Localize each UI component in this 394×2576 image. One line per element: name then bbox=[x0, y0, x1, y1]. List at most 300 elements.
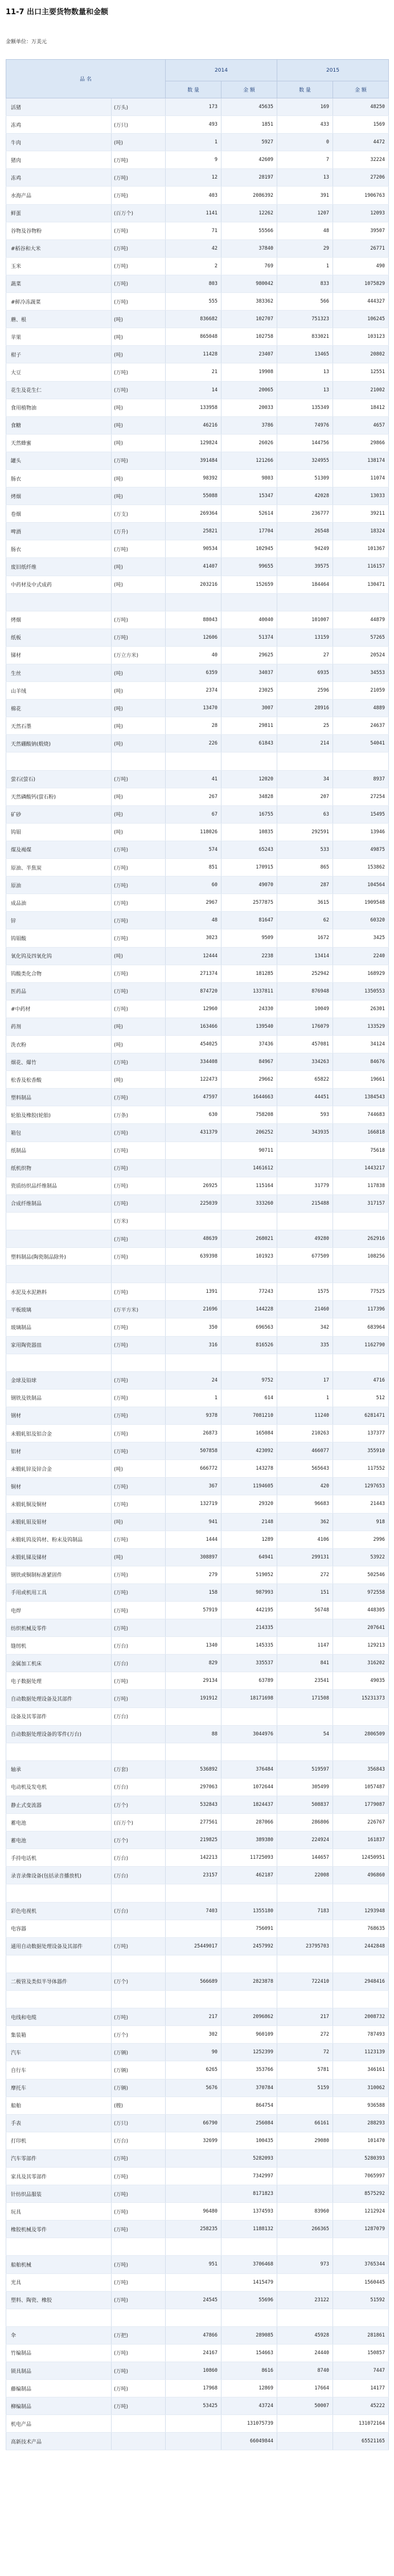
qty-2015-cell: 4106 bbox=[277, 1531, 333, 1548]
amt-2014-cell: 3007 bbox=[221, 700, 277, 717]
qty-2014-cell: 90534 bbox=[166, 540, 221, 558]
item-name-cell: 针纺织品服装 bbox=[6, 2185, 112, 2203]
qty-2014-cell: 403 bbox=[166, 187, 221, 204]
amt-2014-cell bbox=[221, 1955, 277, 1973]
unit-cell: (万吨) bbox=[112, 1937, 166, 1955]
table-row bbox=[6, 1460, 389, 1478]
amt-2015-cell: 153862 bbox=[333, 859, 389, 876]
item-name-cell: 氧化钨及四氧化钨 bbox=[6, 947, 112, 965]
qty-2015-cell: 135349 bbox=[277, 399, 333, 416]
amt-2014-cell: 18171698 bbox=[221, 1690, 277, 1707]
qty-2014-cell: 14 bbox=[166, 381, 221, 399]
amt-2015-cell: 131072164 bbox=[333, 2415, 389, 2433]
amt-2015-cell: 4716 bbox=[333, 1371, 389, 1389]
qty-2015-cell: 391 bbox=[277, 187, 333, 204]
item-name-cell: 塑料、陶瓷、橡胶 bbox=[6, 2291, 112, 2309]
table-row bbox=[6, 2415, 389, 2433]
unit-cell: (万吨) bbox=[112, 629, 166, 646]
qty-2014-cell: 6265 bbox=[166, 2061, 221, 2079]
qty-2014-cell: 118026 bbox=[166, 823, 221, 841]
item-name-cell: 纸制品 bbox=[6, 1142, 112, 1159]
qty-2014-cell bbox=[166, 1991, 221, 2008]
unit-cell: (万吨) bbox=[112, 965, 166, 982]
table-row bbox=[6, 646, 389, 664]
amt-2015-cell: 4657 bbox=[333, 416, 389, 434]
item-name-cell bbox=[6, 1743, 112, 1760]
qty-2015-cell bbox=[277, 752, 333, 770]
unit-cell: (万只) bbox=[112, 2114, 166, 2132]
amt-2014-cell: 17704 bbox=[221, 523, 277, 540]
qty-2015-cell: 324955 bbox=[277, 452, 333, 469]
qty-2014-cell bbox=[166, 2149, 221, 2167]
unit-cell bbox=[112, 1884, 166, 1902]
qty-2014-cell: 191912 bbox=[166, 1690, 221, 1707]
table-row bbox=[6, 1177, 389, 1194]
qty-2015-cell: 286806 bbox=[277, 1814, 333, 1831]
table-row bbox=[6, 1672, 389, 1690]
amt-2015-cell: 65521165 bbox=[333, 2433, 389, 2450]
amt-2015-cell: 12093 bbox=[333, 204, 389, 222]
item-name-cell: 蓄电池 bbox=[6, 1814, 112, 1831]
amt-2014-cell: 152659 bbox=[221, 576, 277, 593]
table-row bbox=[6, 363, 389, 381]
unit-cell: (万台) bbox=[112, 1867, 166, 1884]
amt-2014-cell: 23407 bbox=[221, 346, 277, 363]
table-row bbox=[6, 1548, 389, 1566]
qty-2015-cell: 63 bbox=[277, 805, 333, 823]
qty-2015-cell: 865 bbox=[277, 859, 333, 876]
amt-2015-cell: 1123139 bbox=[333, 2044, 389, 2061]
table-row bbox=[6, 859, 389, 876]
amt-2015-cell: 768635 bbox=[333, 1920, 389, 1937]
amt-2014-cell: 1824437 bbox=[221, 1796, 277, 1814]
qty-2014-cell: 1141 bbox=[166, 204, 221, 222]
qty-2014-cell: 96480 bbox=[166, 2203, 221, 2221]
qty-2015-cell: 466077 bbox=[277, 1442, 333, 1460]
amt-2014-cell: 980042 bbox=[221, 275, 277, 292]
unit-cell: (万头) bbox=[112, 98, 166, 116]
amt-2015-cell: 2996 bbox=[333, 1531, 389, 1548]
qty-2014-cell bbox=[166, 2273, 221, 2291]
qty-2015-cell: 184464 bbox=[277, 576, 333, 593]
qty-2015-cell: 272 bbox=[277, 1566, 333, 1583]
amt-2015-cell: 161837 bbox=[333, 1831, 389, 1849]
table-row bbox=[6, 717, 389, 735]
qty-2015-cell bbox=[277, 2309, 333, 2326]
table-row bbox=[6, 2309, 389, 2326]
qty-2014-cell: 32699 bbox=[166, 2132, 221, 2149]
amt-2015-cell: 502546 bbox=[333, 1566, 389, 1583]
amt-2014-cell: 181285 bbox=[221, 965, 277, 982]
amt-2014-cell: 81647 bbox=[221, 912, 277, 929]
unit-cell: (万吨) bbox=[112, 1619, 166, 1637]
unit-cell: (吨) bbox=[112, 1018, 166, 1035]
qty-2015-cell: 1147 bbox=[277, 1637, 333, 1655]
item-name-cell: 轮胎及橡胶(轮胎) bbox=[6, 1106, 112, 1124]
qty-2014-cell: 88043 bbox=[166, 611, 221, 629]
amt-2014-cell: 12262 bbox=[221, 204, 277, 222]
amt-2015-cell: 44879 bbox=[333, 611, 389, 629]
unit-cell: (万吨) bbox=[112, 1442, 166, 1460]
amt-2015-cell: 48250 bbox=[333, 98, 389, 116]
qty-2014-cell: 163466 bbox=[166, 1018, 221, 1035]
table-row bbox=[6, 2362, 389, 2380]
qty-2015-cell: 17664 bbox=[277, 2380, 333, 2397]
table-row bbox=[6, 947, 389, 965]
item-name-cell: 铝材 bbox=[6, 1442, 112, 1460]
unit-cell: (万吨) bbox=[112, 2185, 166, 2203]
unit-cell bbox=[112, 2309, 166, 2326]
item-name-cell: 玉米 bbox=[6, 257, 112, 275]
table-row bbox=[6, 1283, 389, 1301]
amt-2015-cell: 2948416 bbox=[333, 1973, 389, 1990]
qty-2014-cell: 46216 bbox=[166, 416, 221, 434]
amt-2015-cell: 1443217 bbox=[333, 1159, 389, 1177]
amt-2015-cell: 108256 bbox=[333, 1248, 389, 1266]
amt-2014-cell bbox=[221, 752, 277, 770]
item-name-cell: 手用或机用工具 bbox=[6, 1583, 112, 1601]
qty-2015-cell: 51309 bbox=[277, 469, 333, 487]
amt-2015-cell: 317157 bbox=[333, 1194, 389, 1212]
amt-2014-cell: 1188132 bbox=[221, 2221, 277, 2238]
qty-2015-cell: 17 bbox=[277, 1371, 333, 1389]
item-name-cell: 鲜蛋 bbox=[6, 204, 112, 222]
unit-cell: (吨) bbox=[112, 823, 166, 841]
amt-2015-cell: 4472 bbox=[333, 134, 389, 151]
amt-2014-cell: 9752 bbox=[221, 1371, 277, 1389]
qty-2014-cell: 1391 bbox=[166, 1283, 221, 1301]
item-name-cell: 食糖 bbox=[6, 416, 112, 434]
qty-2014-cell: 271374 bbox=[166, 965, 221, 982]
qty-2015-cell: 44451 bbox=[277, 1089, 333, 1106]
table-row bbox=[6, 2238, 389, 2256]
unit-cell: (万吨) bbox=[112, 151, 166, 169]
qty-2015-cell: 224924 bbox=[277, 1831, 333, 1849]
unit-cell: (万吨) bbox=[112, 859, 166, 876]
qty-2014-cell: 55088 bbox=[166, 487, 221, 505]
amt-2014-cell: 3706468 bbox=[221, 2256, 277, 2273]
amt-2014-cell: 614 bbox=[221, 1389, 277, 1407]
qty-2014-cell bbox=[166, 1743, 221, 1760]
qty-2015-cell: 13 bbox=[277, 169, 333, 187]
table-row bbox=[6, 1973, 389, 1990]
qty-2014-cell: 1340 bbox=[166, 1637, 221, 1655]
item-name-cell: 药剂 bbox=[6, 1018, 112, 1035]
table-row bbox=[6, 1318, 389, 1336]
table-row bbox=[6, 576, 389, 593]
unit-cell bbox=[112, 1725, 166, 1743]
qty-2014-cell: 88 bbox=[166, 1725, 221, 1743]
qty-2015-cell: 252942 bbox=[277, 965, 333, 982]
unit-cell: (万吨) bbox=[112, 2344, 166, 2362]
unit-cell: (吨) bbox=[112, 134, 166, 151]
amt-2014-cell: 256084 bbox=[221, 2114, 277, 2132]
item-name-cell bbox=[6, 1991, 112, 2008]
item-name-cell: 塑料制品(陶瓷制品除外) bbox=[6, 1248, 112, 1266]
qty-2015-cell: 83960 bbox=[277, 2203, 333, 2221]
amt-2014-cell: 756091 bbox=[221, 1920, 277, 1937]
amt-2014-cell: 12869 bbox=[221, 2380, 277, 2397]
qty-2014-cell: 851 bbox=[166, 859, 221, 876]
unit-cell: (万吨) bbox=[112, 912, 166, 929]
qty-2015-cell: 31779 bbox=[277, 1177, 333, 1194]
amt-2014-cell: 758208 bbox=[221, 1106, 277, 1124]
table-row bbox=[6, 1991, 389, 2008]
qty-2015-cell bbox=[277, 2167, 333, 2185]
amt-2015-cell bbox=[333, 1991, 389, 2008]
amt-2014-cell: 3786 bbox=[221, 416, 277, 434]
amt-2015-cell: 18412 bbox=[333, 399, 389, 416]
amt-2015-cell: 1384543 bbox=[333, 1089, 389, 1106]
amt-2014-cell: 389380 bbox=[221, 1831, 277, 1849]
amt-2014-cell: 7342997 bbox=[221, 2167, 277, 2185]
unit-cell bbox=[112, 1743, 166, 1760]
item-name-cell: 机电产品 bbox=[6, 2415, 112, 2433]
qty-2014-cell: 574 bbox=[166, 841, 221, 858]
item-name-cell: 猪肉 bbox=[6, 151, 112, 169]
amt-2015-cell: 346161 bbox=[333, 2061, 389, 2079]
amt-2015-cell bbox=[333, 1884, 389, 1902]
item-name-cell: 钨酸类化合物 bbox=[6, 965, 112, 982]
unit-cell: (万套) bbox=[112, 1760, 166, 1778]
amt-2015-cell: 1162790 bbox=[333, 1336, 389, 1354]
amt-header-2015: 金 额 bbox=[333, 81, 389, 98]
amt-2014-cell: 84967 bbox=[221, 1053, 277, 1071]
table-row bbox=[6, 1230, 389, 1248]
unit-cell: (吨) bbox=[112, 1513, 166, 1531]
qty-2015-cell: 751323 bbox=[277, 311, 333, 328]
table-row bbox=[6, 1796, 389, 1814]
amt-2015-cell: 2240 bbox=[333, 947, 389, 965]
qty-2014-cell: 258235 bbox=[166, 2221, 221, 2238]
qty-2014-cell: 836682 bbox=[166, 311, 221, 328]
table-row bbox=[6, 1867, 389, 1884]
table-row bbox=[6, 1690, 389, 1707]
qty-2014-cell bbox=[166, 2167, 221, 2185]
unit-cell: (万只) bbox=[112, 116, 166, 134]
item-name-cell: 锑材 bbox=[6, 646, 112, 664]
amt-2015-cell: 84676 bbox=[333, 1053, 389, 1071]
item-name-cell: 天然石墨 bbox=[6, 717, 112, 735]
qty-2015-cell: 287 bbox=[277, 876, 333, 894]
item-name-cell: 玩具 bbox=[6, 2203, 112, 2221]
unit-cell: (万吨) bbox=[112, 1318, 166, 1336]
item-name-cell: 棉花 bbox=[6, 700, 112, 717]
qty-header-2014: 数 量 bbox=[166, 81, 221, 98]
item-name-cell: 电线和电缆 bbox=[6, 2008, 112, 2026]
item-name-cell: 钨钼 bbox=[6, 823, 112, 841]
table-row bbox=[6, 1266, 389, 1283]
qty-2014-cell: 226 bbox=[166, 735, 221, 752]
qty-2015-cell: 214 bbox=[277, 735, 333, 752]
table-row bbox=[6, 311, 389, 328]
item-name-cell: 天然蜂蜜 bbox=[6, 434, 112, 452]
amt-2015-cell: 18324 bbox=[333, 523, 389, 540]
unit-cell: (万吨) bbox=[112, 2203, 166, 2221]
item-name-cell: 冻鸡 bbox=[6, 116, 112, 134]
item-name-cell: 船舶机械 bbox=[6, 2256, 112, 2273]
amt-2014-cell: 864754 bbox=[221, 2097, 277, 2114]
qty-2014-cell bbox=[166, 1955, 221, 1973]
qty-2014-cell: 23157 bbox=[166, 1867, 221, 1884]
amt-2014-cell: 289085 bbox=[221, 2326, 277, 2344]
qty-2015-cell: 27 bbox=[277, 646, 333, 664]
amt-2014-cell: 24330 bbox=[221, 1000, 277, 1018]
amt-2015-cell: 12551 bbox=[333, 363, 389, 381]
unit-cell: (吨) bbox=[112, 1035, 166, 1053]
item-name-cell: 废旧纸纤维 bbox=[6, 558, 112, 576]
amt-2015-cell: 8575292 bbox=[333, 2185, 389, 2203]
item-name-cell: 未锻轧铝及铝合金 bbox=[6, 1425, 112, 1442]
amt-2014-cell: 1252399 bbox=[221, 2044, 277, 2061]
item-name-cell: 烤烟 bbox=[6, 611, 112, 629]
amt-2014-cell: 353766 bbox=[221, 2061, 277, 2079]
item-name-cell: 蘑、根 bbox=[6, 311, 112, 328]
item-name-cell: 钢铁或铜制标准紧固件 bbox=[6, 1566, 112, 1583]
qty-2015-cell: 34 bbox=[277, 770, 333, 788]
unit-cell: (万个) bbox=[112, 1831, 166, 1849]
qty-2014-cell bbox=[166, 1619, 221, 1637]
qty-2014-cell: 28 bbox=[166, 717, 221, 735]
table-row bbox=[6, 1035, 389, 1053]
qty-2015-cell: 5159 bbox=[277, 2079, 333, 2097]
amt-2015-cell: 138174 bbox=[333, 452, 389, 469]
table-row bbox=[6, 2167, 389, 2185]
amt-2015-cell: 57265 bbox=[333, 629, 389, 646]
unit-cell: (吨) bbox=[112, 469, 166, 487]
qty-2014-cell: 267 bbox=[166, 788, 221, 805]
amt-2014-cell: 26026 bbox=[221, 434, 277, 452]
amt-2015-cell: 104564 bbox=[333, 876, 389, 894]
table-row bbox=[6, 929, 389, 947]
table-row bbox=[6, 2397, 389, 2415]
qty-2014-cell: 25821 bbox=[166, 523, 221, 540]
amt-2015-cell: 137377 bbox=[333, 1425, 389, 1442]
amt-2015-cell: 316202 bbox=[333, 1655, 389, 1672]
qty-2014-cell: 24167 bbox=[166, 2344, 221, 2362]
amt-2015-cell: 444327 bbox=[333, 293, 389, 311]
unit-cell: (艘) bbox=[112, 2097, 166, 2114]
table-row bbox=[6, 823, 389, 841]
qty-2014-cell: 122473 bbox=[166, 1071, 221, 1089]
item-name-cell: #中药材 bbox=[6, 1000, 112, 1018]
item-name-cell: 纸机织物 bbox=[6, 1159, 112, 1177]
table-row bbox=[6, 169, 389, 187]
item-name-cell: 录音录像设备(包括录音播放机) bbox=[6, 1867, 112, 1884]
table-row bbox=[6, 1814, 389, 1831]
item-name-cell: 手持电话机 bbox=[6, 1849, 112, 1867]
qty-2014-cell: 630 bbox=[166, 1106, 221, 1124]
qty-2014-cell: 129824 bbox=[166, 434, 221, 452]
unit-cell: (吨) bbox=[112, 1548, 166, 1566]
qty-2015-cell: 566 bbox=[277, 293, 333, 311]
item-name-cell: 摩托车 bbox=[6, 2079, 112, 2097]
table-row bbox=[6, 1389, 389, 1407]
table-row bbox=[6, 752, 389, 770]
table-row bbox=[6, 912, 389, 929]
amt-2014-cell: 145335 bbox=[221, 1637, 277, 1655]
amt-2015-cell: 117838 bbox=[333, 1177, 389, 1194]
item-name-cell: 瓷质纺织品纤维制品 bbox=[6, 1177, 112, 1194]
qty-2014-cell: 391484 bbox=[166, 452, 221, 469]
table-row bbox=[6, 275, 389, 292]
item-name-cell: 萤石(萤石) bbox=[6, 770, 112, 788]
qty-2014-cell: 9 bbox=[166, 151, 221, 169]
table-row bbox=[6, 346, 389, 363]
qty-2014-cell: 666772 bbox=[166, 1460, 221, 1478]
item-name-cell: 通用自动数据处理设备及其部件 bbox=[6, 1937, 112, 1955]
item-name-cell: 藤编制品 bbox=[6, 2380, 112, 2397]
qty-2014-cell bbox=[166, 1266, 221, 1283]
unit-cell: (万吨) bbox=[112, 1053, 166, 1071]
qty-2014-cell: 132719 bbox=[166, 1495, 221, 1513]
amt-2015-cell: 2806509 bbox=[333, 1725, 389, 1743]
amt-2015-cell: 13033 bbox=[333, 487, 389, 505]
item-name-cell: 伞 bbox=[6, 2326, 112, 2344]
table-row bbox=[6, 2061, 389, 2079]
qty-2014-cell: 24545 bbox=[166, 2291, 221, 2309]
qty-2014-cell: 142213 bbox=[166, 1849, 221, 1867]
table-row bbox=[6, 593, 389, 611]
qty-2015-cell: 3615 bbox=[277, 894, 333, 912]
amt-2014-cell: 9509 bbox=[221, 929, 277, 947]
item-name-cell: 电子数据处理 bbox=[6, 1672, 112, 1690]
table-row bbox=[6, 1531, 389, 1548]
amt-2014-cell bbox=[221, 1212, 277, 1230]
qty-2015-cell: 292591 bbox=[277, 823, 333, 841]
amt-2015-cell: 5280393 bbox=[333, 2149, 389, 2167]
table-row bbox=[6, 1513, 389, 1531]
unit-cell: (万辆) bbox=[112, 2061, 166, 2079]
qty-2015-cell: 973 bbox=[277, 2256, 333, 2273]
table-row bbox=[6, 2114, 389, 2132]
qty-2014-cell: 350 bbox=[166, 1318, 221, 1336]
unit-cell: (万台) bbox=[112, 1849, 166, 1867]
amt-2015-cell: 1909548 bbox=[333, 894, 389, 912]
table-row bbox=[6, 1336, 389, 1354]
item-name-cell: 大豆 bbox=[6, 363, 112, 381]
qty-2014-cell: 40 bbox=[166, 646, 221, 664]
item-name-cell: 肠衣 bbox=[6, 469, 112, 487]
amt-2014-cell bbox=[221, 1991, 277, 2008]
item-name-cell: 轴承 bbox=[6, 1760, 112, 1778]
qty-2015-cell: 48 bbox=[277, 222, 333, 239]
unit-cell: (吨) bbox=[112, 416, 166, 434]
table-row bbox=[6, 2203, 389, 2221]
amt-2014-cell: 37840 bbox=[221, 239, 277, 257]
qty-2014-cell: 2374 bbox=[166, 682, 221, 700]
qty-2014-cell: 803 bbox=[166, 275, 221, 292]
amt-2015-cell: 355910 bbox=[333, 1442, 389, 1460]
amt-2015-cell: 117396 bbox=[333, 1301, 389, 1318]
amt-2014-cell: 2238 bbox=[221, 947, 277, 965]
amt-2015-cell: 262916 bbox=[333, 1230, 389, 1248]
qty-2015-cell bbox=[277, 593, 333, 611]
qty-2015-cell: 13159 bbox=[277, 629, 333, 646]
unit-cell: (吨) bbox=[112, 434, 166, 452]
qty-2015-cell: 29 bbox=[277, 239, 333, 257]
amt-2015-cell: 106245 bbox=[333, 311, 389, 328]
item-name-cell: 手表 bbox=[6, 2114, 112, 2132]
unit-cell: (吨) bbox=[112, 328, 166, 346]
table-row bbox=[6, 1053, 389, 1071]
table-row bbox=[6, 558, 389, 576]
unit-cell: (百万个) bbox=[112, 204, 166, 222]
amt-2014-cell: 143278 bbox=[221, 1460, 277, 1478]
unit-cell: (吨) bbox=[112, 700, 166, 717]
amt-2014-cell: 2823878 bbox=[221, 1973, 277, 1990]
amt-2015-cell: 744683 bbox=[333, 1106, 389, 1124]
